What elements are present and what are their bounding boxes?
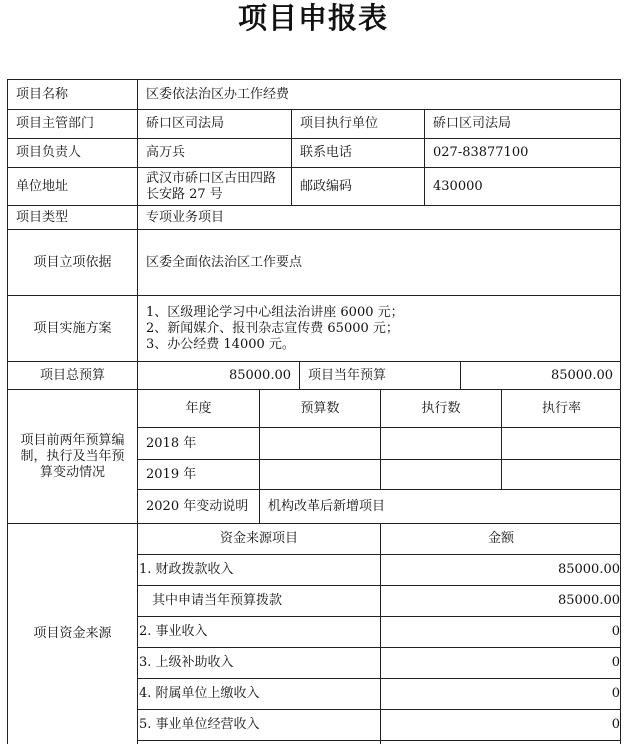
leader-value: 高万兵 [137, 138, 291, 167]
funding-row-item: 3. 上级补助收入 [137, 647, 380, 678]
funding-row-amount: 0 [380, 616, 621, 647]
funding-row-amount: 0 [380, 709, 621, 740]
prior-header-year: 年度 [137, 389, 259, 427]
phone-label: 联系电话 [291, 138, 424, 167]
prior-row-2018-year: 2018 年 [137, 427, 259, 459]
prior-row-2018-budget [259, 427, 380, 459]
project-name-label: 项目名称 [7, 79, 137, 109]
prior-header-budget: 预算数 [259, 389, 380, 427]
type-label: 项目类型 [7, 205, 137, 229]
current-budget-label: 项目当年预算 [299, 361, 460, 389]
basis-label: 项目立项依据 [7, 229, 137, 295]
type-value: 专项业务项目 [137, 205, 621, 229]
prior-row-2019-budget [259, 459, 380, 489]
prior-row-2019-rate [501, 459, 621, 489]
address-value [137, 167, 291, 205]
postcode-value: 430000 [424, 167, 621, 205]
funding-header-amount: 金额 [380, 523, 621, 554]
plan-line-2: 2、新闻媒介、报刊杂志宣传费 65000 元； [146, 320, 399, 336]
plan-value [137, 295, 621, 361]
funding-row-item: 5. 事业单位经营收入 [137, 709, 380, 740]
table-right-border [620, 79, 621, 744]
page-title: 项目申报表 [237, 1, 388, 35]
funding-row-item: 其中申请当年预算拨款 [137, 585, 380, 616]
change-note-label: 2020 年变动说明 [137, 489, 259, 523]
executor-value: 硚口区司法局 [424, 109, 621, 138]
prior-header-rate: 执行率 [501, 389, 621, 427]
supervisor-value: 硚口区司法局 [137, 109, 291, 138]
funding-header-item: 资金来源项目 [137, 523, 380, 554]
funding-row-item: 4. 附属单位上缴收入 [137, 678, 380, 709]
supervisor-label: 项目主管部门 [7, 109, 137, 138]
funding-row-item: 1. 财政拨款收入 [137, 554, 380, 585]
leader-label: 项目负责人 [7, 138, 137, 167]
funding-row-amount: 85000.00 [380, 554, 621, 585]
prior-years-label: 项目前两年预算编制，执行及当年预算变动情况 [7, 389, 137, 523]
change-note-value: 机构改革后新增项目 [259, 489, 621, 523]
funding-row-item [137, 740, 380, 744]
total-budget-label: 项目总预算 [7, 361, 137, 389]
address-label: 单位地址 [7, 167, 137, 205]
plan-label: 项目实施方案 [7, 295, 137, 361]
address-line-2: 长安路 27 号 [146, 186, 223, 202]
funding-row-amount: 0 [380, 678, 621, 709]
total-budget-value: 85000.00 [137, 361, 299, 389]
prior-row-2018-executed [380, 427, 501, 459]
funding-row-amount: 0 [380, 647, 621, 678]
executor-label: 项目执行单位 [291, 109, 424, 138]
prior-header-executed: 执行数 [380, 389, 501, 427]
plan-line-1: 1、区级理论学习中心组法治讲座 6000 元； [146, 304, 404, 320]
funding-row-item: 2. 事业收入 [137, 616, 380, 647]
address-line-1: 武汉市硚口区古田四路 [146, 170, 277, 186]
prior-row-2019-year: 2019 年 [137, 459, 259, 489]
prior-row-2019-executed [380, 459, 501, 489]
application-form-table [7, 79, 621, 744]
prior-row-2018-rate [501, 427, 621, 459]
funding-row-amount: 85000.00 [380, 585, 621, 616]
project-name-value: 区委依法治区办工作经费 [137, 79, 621, 109]
funding-row-amount [380, 740, 621, 744]
funding-label: 项目资金来源 [7, 523, 137, 744]
current-budget-value: 85000.00 [460, 361, 621, 389]
basis-value: 区委全面依法治区工作要点 [137, 229, 621, 295]
postcode-label: 邮政编码 [291, 167, 424, 205]
phone-value: 027-83877100 [424, 138, 621, 167]
plan-line-3: 3、办公经费 14000 元。 [146, 336, 295, 352]
